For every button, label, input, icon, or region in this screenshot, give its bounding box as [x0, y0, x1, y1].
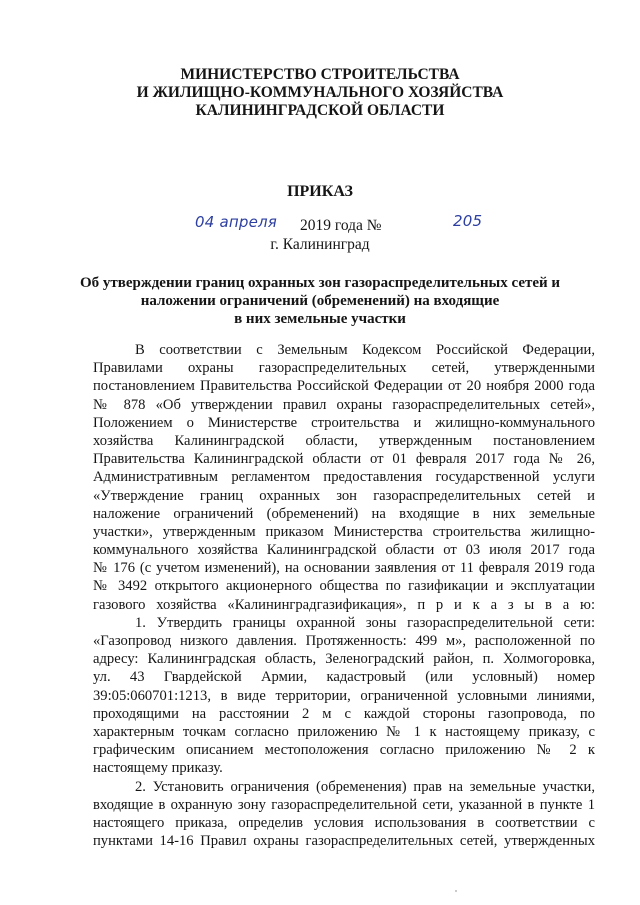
body-line: проходящими на расстоянии 2 м с каждой стороны газопровода, по	[93, 705, 595, 722]
body-line: 2. Установить ограничения (обременения) прав на земельные участки,	[135, 778, 595, 795]
body-line: адресу: Калининградская область, Зеленоградский район, п. Холмогоровка,	[93, 651, 595, 668]
body-line: Положением о Министерстве строительства и жилищно-коммунального	[93, 414, 595, 431]
ministry-line: И ЖИЛИЩНО-КОММУНАЛЬНОГО ХОЗЯЙСТВА	[136, 84, 504, 101]
body-line: Правилами охраны газораспределительных сетей, утвержденными	[93, 360, 595, 377]
body-line: газового хозяйства «Калининградгазификация», п р и к а з ы в а ю:	[93, 596, 595, 613]
handwritten-number: 205	[453, 212, 483, 230]
body-line: пунктами 14-16 Правил охраны газораспределительных сетей, утвержденных	[93, 833, 595, 850]
body-line: «Газопровод низкого давления. Протяженность: 499 м», расположенной по	[93, 633, 595, 649]
title-line: в них земельные участки	[234, 311, 406, 327]
document-title	[0, 274, 640, 328]
body-line: «Утверждение границ охранных зон газораспределительных сетей и	[93, 487, 595, 504]
body-line: коммунального хозяйства Калининградской области от 03 июля 2017 года	[93, 542, 595, 559]
ministry-header	[0, 66, 640, 120]
title-line: Об утверждении границ охранных зон газораспределительных сетей и	[79, 275, 561, 291]
body-line: настоящего приказа, определив условия использования в соответствии с	[93, 814, 595, 831]
printed-date: 2019 года №	[300, 217, 382, 234]
body-line: характерным точкам согласно приложению № 1 к настоящему приказу, с	[93, 723, 595, 740]
title-line: наложении ограничений (обременений) на входящие	[140, 293, 500, 309]
body-line: входящие в охранную зону газораспределительной сети, указанной в пункте 1	[93, 796, 595, 813]
handwritten-date: 04 апреля	[195, 213, 278, 231]
body-line: Правительства Калининградской области от 01 февраля 2017 года № 26,	[93, 451, 595, 468]
body-line: участки», утвержденным приказом Министерства строительства жилищно-	[93, 523, 595, 540]
body-line: графическим описанием местоположения согласно приложению № 2 к	[93, 742, 595, 759]
body-line: Административным регламентом предоставления государственной услуги	[93, 469, 595, 486]
body-line: наложение ограничений (обременений) на входящие в них земельные	[93, 505, 595, 522]
document-type: ПРИКАЗ	[287, 183, 353, 200]
city: г. Калининград	[270, 236, 370, 253]
body-line: В соответствии с Земельным Кодексом Российской Федерации,	[135, 342, 595, 358]
body-line: 1. Утвердить границы охранной зоны газораспределительной сети:	[135, 614, 595, 631]
body-line: ул. 43 Гвардейской Армии, кадастровый (или условный) номер	[93, 669, 595, 686]
document-body	[93, 341, 595, 850]
body-line: хозяйства Калининградской области, утвержденным постановлением	[93, 432, 595, 449]
ministry-line: КАЛИНИНГРАДСКОЙ ОБЛАСТИ	[195, 102, 445, 119]
body-line: № 176 (с учетом изменений), на основании заявления от 11 февраля 2019 года	[93, 560, 595, 577]
body-line: настоящему приказу.	[93, 760, 223, 777]
scan-speck	[455, 890, 457, 892]
body-line: постановлением Правительства Российской Федерации от 20 ноября 2000 года	[93, 378, 595, 395]
body-line: № 3492 открытого акционерного общества по газификации и эксплуатации	[93, 578, 595, 595]
body-line: 39:05:060701:1213, в виде территории, ограниченной условными линиями,	[93, 687, 595, 704]
ministry-line: МИНИСТЕРСТВО СТРОИТЕЛЬСТВА	[180, 66, 460, 83]
body-line: № 878 «Об утверждении правил охраны газораспределительных сетей»,	[93, 396, 595, 413]
